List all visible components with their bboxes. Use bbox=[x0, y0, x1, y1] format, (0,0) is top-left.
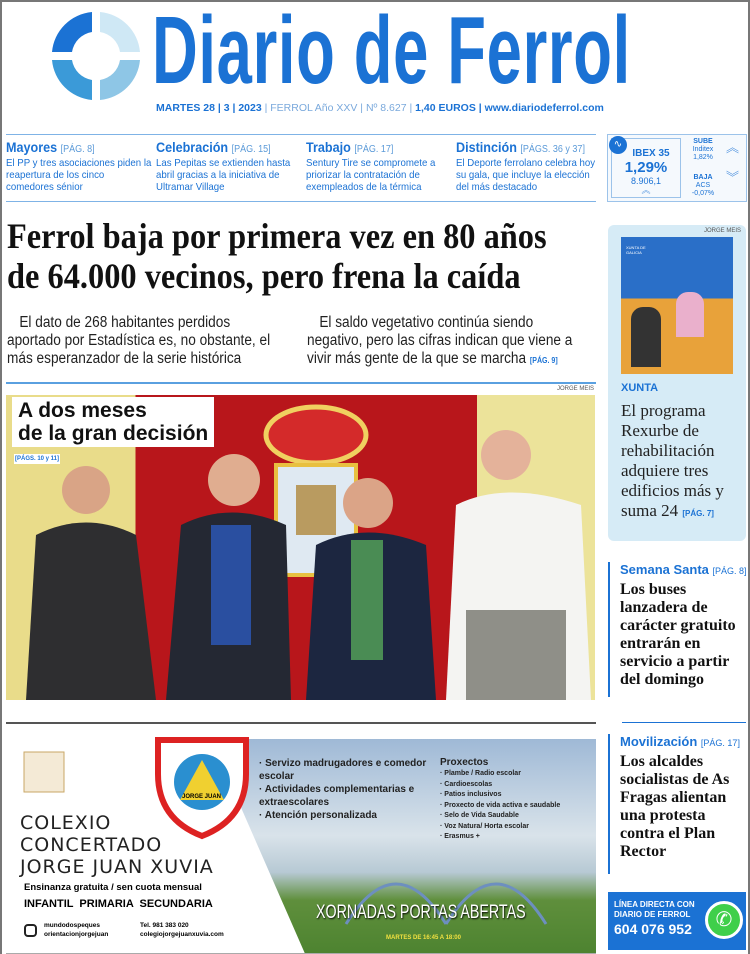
ad-levels: INFANTIL PRIMARIA SECUNDARIA bbox=[24, 898, 213, 910]
up-arrows-icon: ︽ bbox=[641, 185, 651, 195]
instagram-icon bbox=[24, 924, 37, 937]
date: MARTES 28 | 3 | 2023 bbox=[156, 102, 262, 114]
up-label: SUBE bbox=[693, 138, 713, 145]
ad-phone: Tel. 981 383 020 bbox=[140, 922, 189, 929]
teaser-bar bbox=[6, 134, 596, 202]
story-semana-santa[interactable] bbox=[608, 562, 748, 697]
advertisement[interactable] bbox=[6, 722, 596, 954]
page-ref: [PÁG. 9] bbox=[529, 356, 558, 365]
teaser-text: El Deporte ferrolano celebra hoy su gala, que incluye la elección del más destacado bbox=[456, 157, 596, 193]
teaser-trabajo[interactable] bbox=[306, 139, 456, 201]
page-ref: [PÁG. 8] bbox=[712, 566, 747, 576]
ibex-change: 1,29% bbox=[624, 159, 668, 176]
projects-title: Proxectos bbox=[440, 757, 489, 768]
lead-headline-line1: Ferrol baja por primera vez en 80 años bbox=[7, 216, 547, 256]
teaser-celebracion[interactable] bbox=[156, 139, 306, 201]
xunta-logo-text: XUNTA DE GALICIA bbox=[626, 245, 646, 255]
ad-free: Ensinanza gratuita / sen cuota mensual bbox=[24, 882, 202, 893]
open-days-time: MARTES DE 16:45 A 18:00 bbox=[386, 935, 461, 941]
ibex-value: 8.906,1 bbox=[630, 176, 662, 186]
instagram-2: orientacionjorgejuan bbox=[44, 931, 109, 938]
photo-page-ref: [PÁGS. 10 y 11] bbox=[15, 456, 60, 462]
chart-icon: ∿ bbox=[609, 136, 627, 154]
chevron-up-icon: ︽ bbox=[726, 140, 740, 155]
project-item: · Plambe / Radio escolar bbox=[440, 770, 521, 777]
chevron-down-icon: ︾ bbox=[726, 170, 740, 185]
whatsapp-icon: ✆ bbox=[705, 901, 743, 939]
dateline bbox=[156, 102, 604, 114]
teaser-section: Celebración bbox=[156, 139, 229, 155]
open-days: XORNADAS PORTAS ABERTAS bbox=[316, 902, 526, 923]
photo-title-line2: de la gran decisión bbox=[18, 422, 209, 445]
project-item: · Selo de Vida Saudable bbox=[440, 812, 519, 819]
teaser-distincion[interactable] bbox=[456, 139, 606, 201]
teaser-page: [PÁG. 8] bbox=[60, 144, 95, 155]
teaser-mayores[interactable] bbox=[6, 139, 156, 201]
edition: | FERROL Año XXV | Nº 8.627 | bbox=[264, 102, 413, 114]
price: 1,40 EUROS bbox=[415, 102, 476, 114]
teaser-text: El PP y tres asociaciones piden la reapertura de los cinco comedores sénior bbox=[6, 157, 152, 193]
story-section: Semana Santa bbox=[620, 562, 709, 577]
teaser-section: Distinción bbox=[456, 139, 517, 155]
wa-line2: DIARIO DE FERROL bbox=[614, 910, 691, 919]
project-item: · Cardioescolas bbox=[440, 780, 493, 788]
school-line1: COLEXIO bbox=[20, 812, 112, 834]
subhead-text: El saldo vegetativo continúa siendo negativo, pero las cifras indican que viene a vivir más gente de la que se marcha bbox=[307, 314, 573, 367]
down-company: ACS bbox=[695, 182, 711, 189]
divider bbox=[6, 382, 596, 384]
lead-subhead-1: El dato de 268 habitantes perdidos aportado por Estadística es, no obstante, el más esperanzador de la serie histórica bbox=[7, 314, 271, 367]
whatsapp-contact[interactable] bbox=[608, 892, 746, 950]
logo-icon bbox=[50, 10, 142, 102]
up-company: Inditex bbox=[692, 146, 714, 153]
up-value: 1,82% bbox=[693, 154, 713, 161]
lead-subhead-2 bbox=[307, 314, 587, 370]
lead-headline[interactable] bbox=[7, 216, 592, 296]
project-item: · Proxecto de vida activa e saudable bbox=[440, 801, 561, 809]
project-item: · Voz Natura/ Horta escolar bbox=[440, 822, 529, 830]
masthead-title: Diario de Ferrol bbox=[152, 0, 631, 104]
xunta-photo bbox=[621, 237, 733, 374]
service-item: · Atención personalizada bbox=[259, 810, 377, 821]
website-link[interactable]: | www.diariodeferrol.com bbox=[478, 102, 604, 114]
story-movilizacion[interactable] bbox=[608, 734, 748, 874]
teaser-text: Las Pepitas se extienden hasta abril gracias a la iniciativa de Ultramar Village bbox=[156, 157, 291, 193]
xunta-section: XUNTA bbox=[621, 382, 659, 394]
page-ref: [PÁG. 7] bbox=[682, 509, 714, 518]
teaser-page: [PÁGS. 36 y 37] bbox=[520, 144, 585, 155]
project-item: · Patios inclusivos bbox=[440, 791, 502, 798]
page-ref: [PÁG. 17] bbox=[700, 738, 740, 748]
service-item: · Servizo madrugadores e comedor escolar bbox=[259, 758, 427, 782]
story-headline: Los alcaldes socialistas de As Fragas alientan una protesta contra el Plan Rector bbox=[620, 753, 730, 860]
photo-title[interactable] bbox=[12, 397, 214, 447]
story-section: Movilización bbox=[620, 734, 698, 749]
ad-website: colegiojorgejuanxuvia.com bbox=[140, 931, 224, 938]
teaser-section: Trabajo bbox=[306, 139, 351, 155]
instagram-1: mundodospeques bbox=[44, 922, 100, 929]
photo-title-line1: A dos meses bbox=[18, 399, 147, 422]
ibex-name: IBEX 35 bbox=[632, 148, 670, 159]
divider bbox=[622, 722, 746, 723]
down-label: BAJA bbox=[693, 174, 713, 181]
wa-phone: 604 076 952 bbox=[614, 921, 692, 937]
service-item: · Actividades complementarias e extraescolares bbox=[259, 784, 415, 808]
teaser-section: Mayores bbox=[6, 139, 58, 155]
story-headline: Los buses lanzadera de carácter gratuito entrarán en servicio a partir del domingo bbox=[620, 581, 736, 688]
shield-label: JORGE JUAN bbox=[182, 794, 222, 800]
project-item: · Erasmus + bbox=[440, 833, 480, 840]
down-value: -0,07% bbox=[691, 190, 715, 197]
photo-credit: JORGE MEIS bbox=[704, 228, 742, 234]
ibex-widget bbox=[607, 134, 747, 202]
wa-line1: LÍNEA DIRECTA CON bbox=[614, 900, 695, 909]
school-line2: CONCERTADO bbox=[20, 834, 163, 856]
xunta-headline: El programa Rexurbe de rehabilitación adquiere tres edificios más y suma 24 bbox=[621, 401, 724, 520]
teaser-page: [PÁG. 15] bbox=[231, 144, 271, 155]
xunta-story[interactable] bbox=[608, 225, 746, 541]
teaser-page: [PÁG. 17] bbox=[354, 144, 394, 155]
photo-credit: JORGE MEIS bbox=[557, 386, 595, 392]
lead-headline-line2: de 64.000 vecinos, pero frena la caída bbox=[7, 256, 521, 296]
school-line3: JORGE JUAN XUVIA bbox=[20, 856, 214, 878]
teaser-text: Sentury Tire se compromete a priorizar la contratación de exempleados de la térmica bbox=[306, 157, 436, 193]
